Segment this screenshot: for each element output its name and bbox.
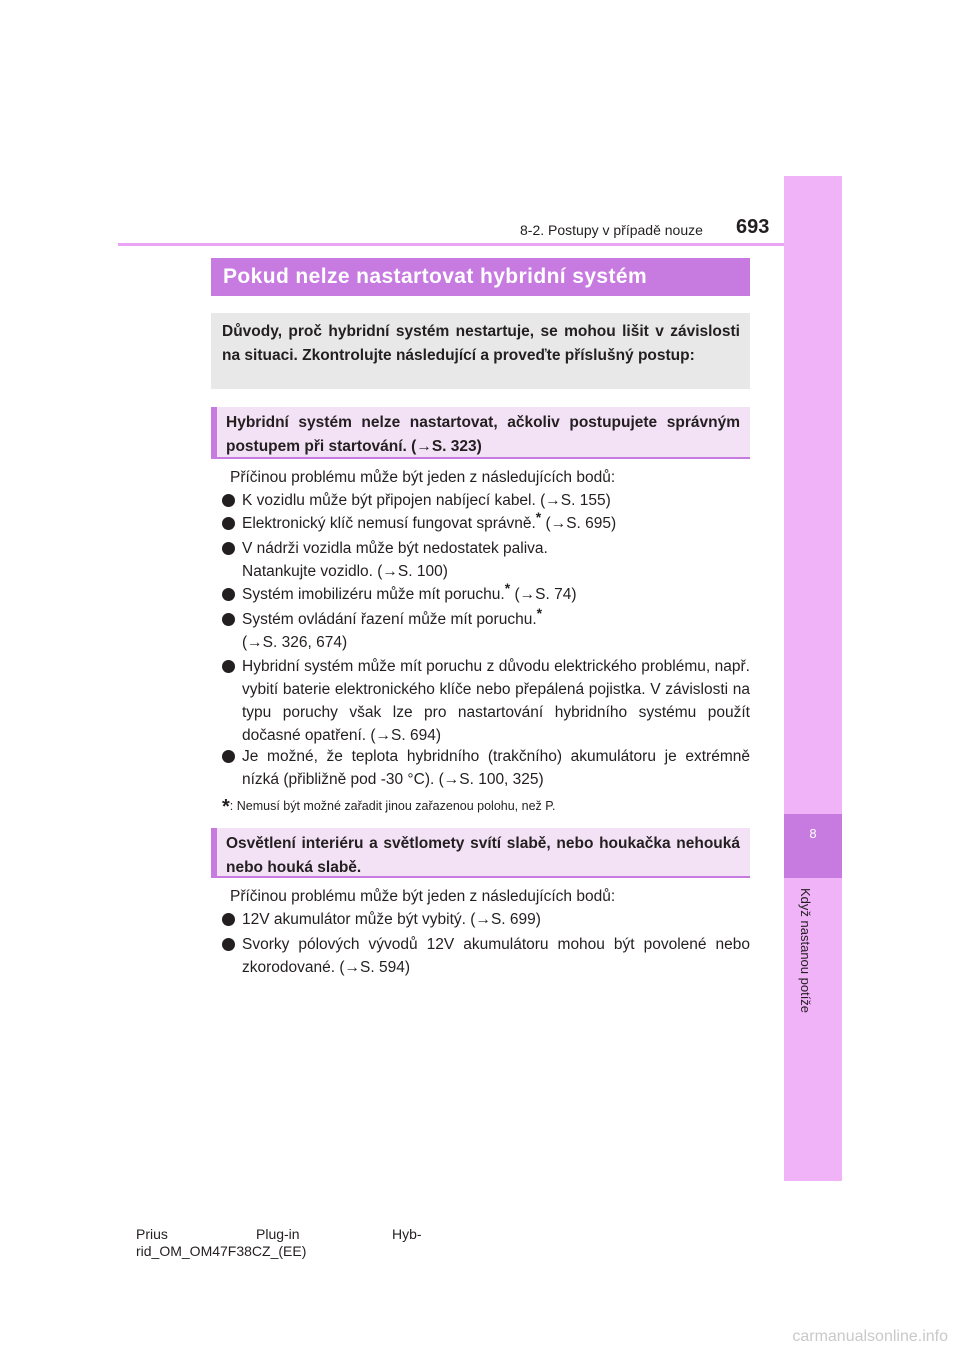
subsection-heading-1: Hybridní systém nelze nastartovat, ačkoliv postupujete správným postupem při startování. (→S. 323) (211, 407, 750, 459)
bullet-icon (222, 750, 235, 763)
footer-code: rid_OM_OM47F38CZ_(EE) (136, 1243, 307, 1259)
list-item (222, 508, 750, 535)
chapter-tab-marker (784, 814, 842, 878)
list-item (222, 579, 750, 606)
list-item (222, 604, 750, 654)
asterisk-mark: * (536, 604, 543, 621)
bullet-icon (222, 517, 235, 530)
chapter-title: Když nastanou potíže (798, 888, 813, 1014)
bullet-icon (222, 542, 235, 555)
section1-lead: Příčinou problému může být jeden z následujících bodů: (230, 469, 616, 486)
asterisk-mark: * (535, 508, 542, 525)
list-item-text-line2: Natankujte vozidlo. (→S. 100) (242, 563, 448, 580)
list-item-text: Systém imobilizéru může mít poruchu. (242, 586, 505, 603)
document-footer (136, 1226, 422, 1260)
chapter-number: 8 (809, 826, 817, 841)
subsection-heading-2: Osvětlení interiéru a světlomety svítí slabě, nebo houkačka nehouká nebo houká slabě. (211, 828, 750, 878)
footnote-text: : Nemusí být možné zařadit jinou zařazenou polohu, než P. (229, 799, 556, 813)
list-item-text-line2: (→S. 326, 674) (242, 634, 348, 651)
bullet-icon (222, 494, 235, 507)
list-item (222, 489, 750, 512)
footer-word: Plug-in (256, 1226, 300, 1242)
chapter-side-tab (784, 176, 842, 1181)
list-item-text: Svorky pólových vývodů 12V akumulátoru mohou být povolené nebo zkorodované. (→S. 594) (242, 936, 750, 976)
footer-word: Hyb- (392, 1226, 422, 1242)
footnote (222, 796, 555, 819)
watermark: carmanualsonline.info (792, 1328, 948, 1345)
bullet-icon (222, 613, 235, 626)
list-item (222, 908, 750, 931)
list-item (222, 655, 750, 747)
asterisk-mark: * (504, 579, 511, 596)
list-item (222, 933, 750, 979)
section-header: 8-2. Postupy v případě nouze (520, 222, 703, 238)
list-item (222, 537, 750, 583)
list-item-text: Systém ovládání řazení může mít poruchu. (242, 611, 537, 628)
page-number: 693 (736, 216, 770, 238)
list-item-text: Elektronický klíč nemusí fungovat správně. (242, 515, 536, 532)
list-item-text: K vozidlu může být připojen nabíjecí kabel. (→S. 155) (242, 492, 611, 509)
footnote-asterisk: * (222, 796, 230, 818)
bullet-icon (222, 588, 235, 601)
footer-word: Prius (136, 1226, 168, 1242)
list-item-ref: (→S. 695) (541, 515, 617, 532)
page-title: Pokud nelze nastartovat hybridní systém (223, 265, 648, 288)
page-title-banner (211, 258, 750, 296)
header-divider (118, 243, 784, 246)
list-item-text: 12V akumulátor může být vybitý. (→S. 699) (242, 911, 541, 928)
section2-lead: Příčinou problému může být jeden z následujících bodů: (230, 888, 616, 905)
bullet-icon (222, 938, 235, 951)
list-item-text: Hybridní systém může mít poruchu z důvodu elektrického problému, např. vybití baterie elektronického klíče nebo přepálená pojistka. V závislosti na typu poruchy však lze pro nastartování hybridního systému použít dočasné opatření. (→S. 694) (242, 658, 750, 744)
intro-box: Důvody, proč hybridní systém nestartuje, se mohou lišit v závislosti na situaci. Zkontrolujte následující a proveďte příslušný postup: (211, 313, 750, 389)
bullet-icon (222, 913, 235, 926)
list-item-text: Je možné, že teplota hybridního (trakčního) akumulátoru je extrémně nízká (přibližně pod -30 °C). (→S. 100, 325) (242, 748, 750, 788)
list-item-text: V nádrži vozidla může být nedostatek paliva. (242, 540, 548, 557)
bullet-icon (222, 660, 235, 673)
list-item-ref: (→S. 74) (510, 586, 577, 603)
list-item (222, 745, 750, 791)
